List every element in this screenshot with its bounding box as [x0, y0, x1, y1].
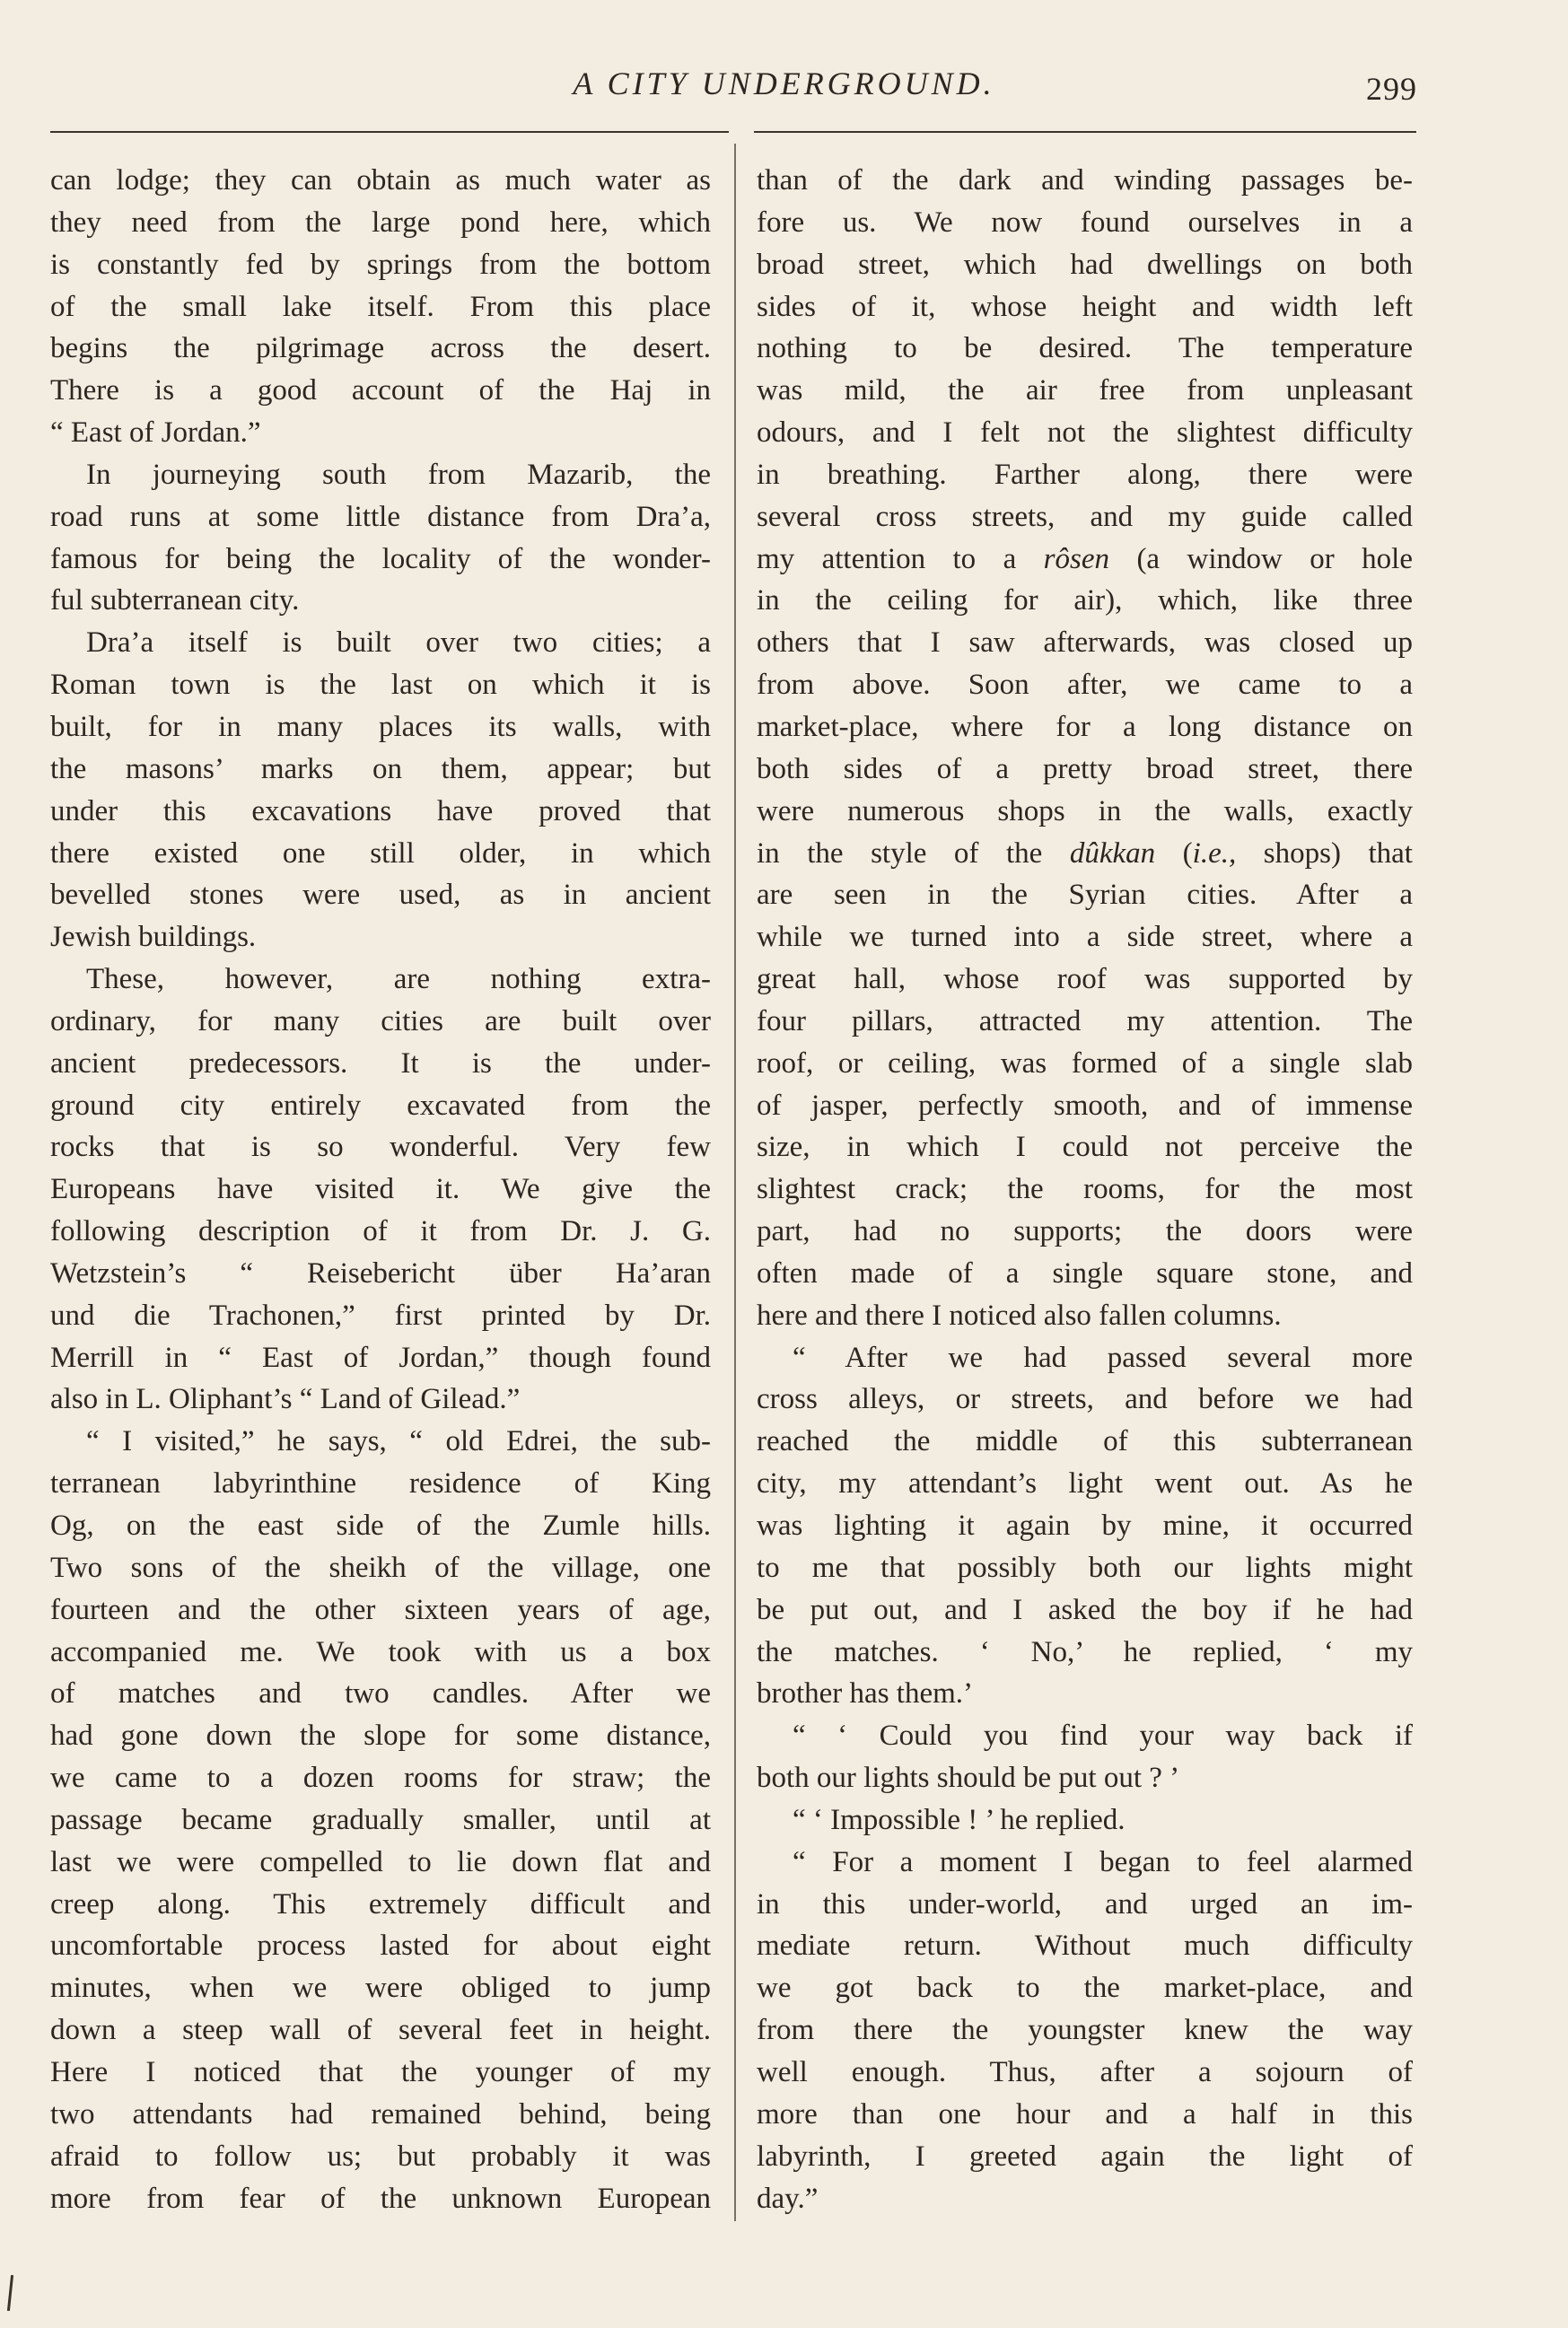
text-line: Wetzstein’s “ Reisebericht über Ha’aran [50, 1256, 711, 1290]
text-line: last we were compelled to lie down flat and [50, 1845, 711, 1878]
text-line: ancient predecessors. It is the under- [50, 1046, 711, 1080]
text-line: bevelled stones were used, as in ancient [50, 879, 711, 912]
text-line: from above. Soon after, we came to a [757, 669, 1413, 702]
text-line: while we turned into a side street, where a [757, 921, 1413, 954]
text-line: often made of a single square stone, and [757, 1256, 1413, 1290]
text-line: part, had no supports; the doors were [757, 1215, 1413, 1248]
text-line: be put out, and I asked the boy if he had [757, 1593, 1413, 1626]
text-line: nothing to be desired. The temperature [757, 332, 1413, 365]
text-line: ground city entirely excavated from the [50, 1089, 711, 1122]
text-line: Dra’a itself is built over two cities; a [86, 626, 711, 660]
text-line: These, however, are nothing extra- [86, 963, 711, 996]
text-line: uncomfortable process lasted for about eight [50, 1930, 711, 1963]
text-line: they need from the large pond here, which [50, 206, 711, 239]
text-line: und die Trachonen,” first printed by Dr. [50, 1299, 711, 1332]
text-line: in the ceiling for air), which, like three [757, 584, 1413, 617]
header-rule-right [754, 131, 1416, 133]
text-line: Og, on the east side of the Zumle hills. [50, 1510, 711, 1542]
text-run: my attention to a [757, 542, 1044, 575]
text-line: Two sons of the sheikh of the village, one [50, 1551, 711, 1584]
text-line: “ ‘ Could you find your way back if [793, 1720, 1413, 1753]
text-line: was mild, the air free from unpleasant [757, 374, 1413, 407]
text-line: Roman town is the last on which it is [50, 669, 711, 702]
text-line: following description of it from Dr. J. G. [50, 1215, 711, 1248]
text-line: was lighting it again by mine, it occurred [757, 1510, 1413, 1542]
text-line: had gone down the slope for some distance, [50, 1720, 711, 1753]
text-line: “ After we had passed several more [793, 1341, 1413, 1374]
text-run: shops) that [1236, 836, 1413, 870]
text-line: In journeying south from Mazarib, the [86, 458, 711, 491]
text-line: odours, and I felt not the slightest difficulty [757, 416, 1413, 450]
text-line: can lodge; they can obtain as much water as [50, 164, 711, 197]
text-line: city, my attendant’s light went out. As he [757, 1467, 1413, 1501]
text-line: two attendants had remained behind, being [50, 2097, 711, 2131]
text-line: “ ‘ Impossible ! ’ he replied. [793, 1803, 1126, 1836]
text-run: in the style of the [757, 836, 1070, 870]
text-line: the masons’ marks on them, appear; but [50, 752, 711, 785]
text-line: “ East of Jordan.” [50, 416, 261, 450]
text-line: Merrill in “ East of Jordan,” though found [50, 1341, 711, 1374]
text-line: roof, or ceiling, was formed of a single slab [757, 1046, 1413, 1080]
text-line: than of the dark and winding passages be- [757, 164, 1413, 197]
text-line: down a steep wall of several feet in height. [50, 2014, 711, 2047]
text-line: of the small lake itself. From this place [50, 290, 711, 323]
italic-term: rôsen [1043, 542, 1110, 575]
text-line: minutes, when we were obliged to jump [50, 1972, 711, 2005]
text-line: creep along. This extremely difficult and [50, 1887, 711, 1921]
running-title: A CITY UNDERGROUND. [573, 66, 995, 101]
text-line: great hall, whose roof was supported by [757, 963, 1413, 996]
right-column [757, 160, 1413, 2219]
text-line: four pillars, attracted my attention. The [757, 1004, 1413, 1037]
italic-term: dûkkan [1069, 836, 1156, 870]
text-line: road runs at some little distance from Dra’a, [50, 500, 711, 533]
text-line: in this under-world, and urged an im- [757, 1887, 1413, 1921]
text-line: both sides of a pretty broad street, there [757, 752, 1413, 785]
text-line: more than one hour and a half in this [757, 2097, 1413, 2131]
text-line: is constantly fed by springs from the bottom [50, 248, 711, 281]
text-line: sides of it, whose height and width left [757, 290, 1413, 323]
text-line: we came to a dozen rooms for straw; the [50, 1762, 711, 1795]
text-line: ful subterranean city. [50, 584, 300, 617]
text-run: ( [1155, 836, 1193, 870]
text-line: cross alleys, or streets, and before we had [757, 1383, 1413, 1416]
text-line: there existed one still older, in which [50, 836, 711, 870]
text-line: accompanied me. We took with us a box [50, 1635, 711, 1668]
column-divider [734, 144, 736, 2221]
text-line: here and there I noticed also fallen columns. [757, 1299, 1282, 1332]
text-line: in breathing. Farther along, there were [757, 458, 1413, 491]
text-line: also in L. Oliphant’s “ Land of Gilead.” [50, 1383, 521, 1416]
text-line: There is a good account of the Haj in [50, 374, 711, 407]
text-line: labyrinth, I greeted again the light of [757, 2140, 1413, 2173]
text-line: others that I saw afterwards, was closed up [757, 626, 1413, 660]
text-line: several cross streets, and my guide called [757, 500, 1413, 533]
text-line: of jasper, perfectly smooth, and of immense [757, 1089, 1413, 1122]
text-line: ordinary, for many cities are built over [50, 1004, 711, 1037]
text-line: to me that possibly both our lights might [757, 1551, 1413, 1584]
text-line: were numerous shops in the walls, exactly [757, 794, 1413, 827]
text-line: the matches. ‘ No,’ he replied, ‘ my [757, 1635, 1413, 1668]
left-column [50, 160, 711, 2219]
text-line [757, 538, 1413, 581]
text-line: “ I visited,” he says, “ old Edrei, the sub- [86, 1425, 711, 1458]
text-line: “ For a moment I began to feel alarmed [793, 1845, 1413, 1878]
text-run: (a window or hole [1109, 542, 1413, 575]
text-line: of matches and two candles. After we [50, 1677, 711, 1711]
text-line: fore us. We now found ourselves in a [757, 206, 1413, 239]
header-rule-left [50, 131, 729, 133]
text-line: afraid to follow us; but probably it was [50, 2140, 711, 2173]
italic-term: i.e., [1192, 836, 1237, 870]
text-line: mediate return. Without much difficulty [757, 1930, 1413, 1963]
text-line: size, in which I could not perceive the [757, 1131, 1413, 1164]
text-line: fourteen and the other sixteen years of age, [50, 1593, 711, 1626]
text-line: Here I noticed that the younger of my [50, 2055, 711, 2088]
running-head [0, 65, 1568, 118]
text-line: we got back to the market-place, and [757, 1972, 1413, 2005]
text-line: more from fear of the unknown European [50, 2182, 711, 2215]
text-line: slightest crack; the rooms, for the most [757, 1173, 1413, 1206]
text-line: day.” [757, 2182, 819, 2215]
text-line: well enough. Thus, after a sojourn of [757, 2055, 1413, 2088]
margin-mark [7, 2275, 13, 2311]
text-line: built, for in many places its walls, with [50, 710, 711, 743]
text-line: are seen in the Syrian cities. After a [757, 879, 1413, 912]
text-line: both our lights should be put out ? ’ [757, 1762, 1180, 1795]
text-line: from there the youngster knew the way [757, 2014, 1413, 2047]
text-line [757, 833, 1413, 875]
text-line: Jewish buildings. [50, 921, 257, 954]
text-line: begins the pilgrimage across the desert. [50, 332, 711, 365]
text-line: famous for being the locality of the wonder- [50, 542, 711, 575]
text-line: passage became gradually smaller, until at [50, 1803, 711, 1836]
text-line: broad street, which had dwellings on both [757, 248, 1413, 281]
text-line: Europeans have visited it. We give the [50, 1173, 711, 1206]
text-line: brother has them.’ [757, 1677, 974, 1711]
text-line: rocks that is so wonderful. Very few [50, 1131, 711, 1164]
text-line: market-place, where for a long distance on [757, 710, 1413, 743]
text-line: terranean labyrinthine residence of King [50, 1467, 711, 1501]
text-line: under this excavations have proved that [50, 794, 711, 827]
page-number: 299 [1366, 71, 1417, 107]
text-line: reached the middle of this subterranean [757, 1425, 1413, 1458]
